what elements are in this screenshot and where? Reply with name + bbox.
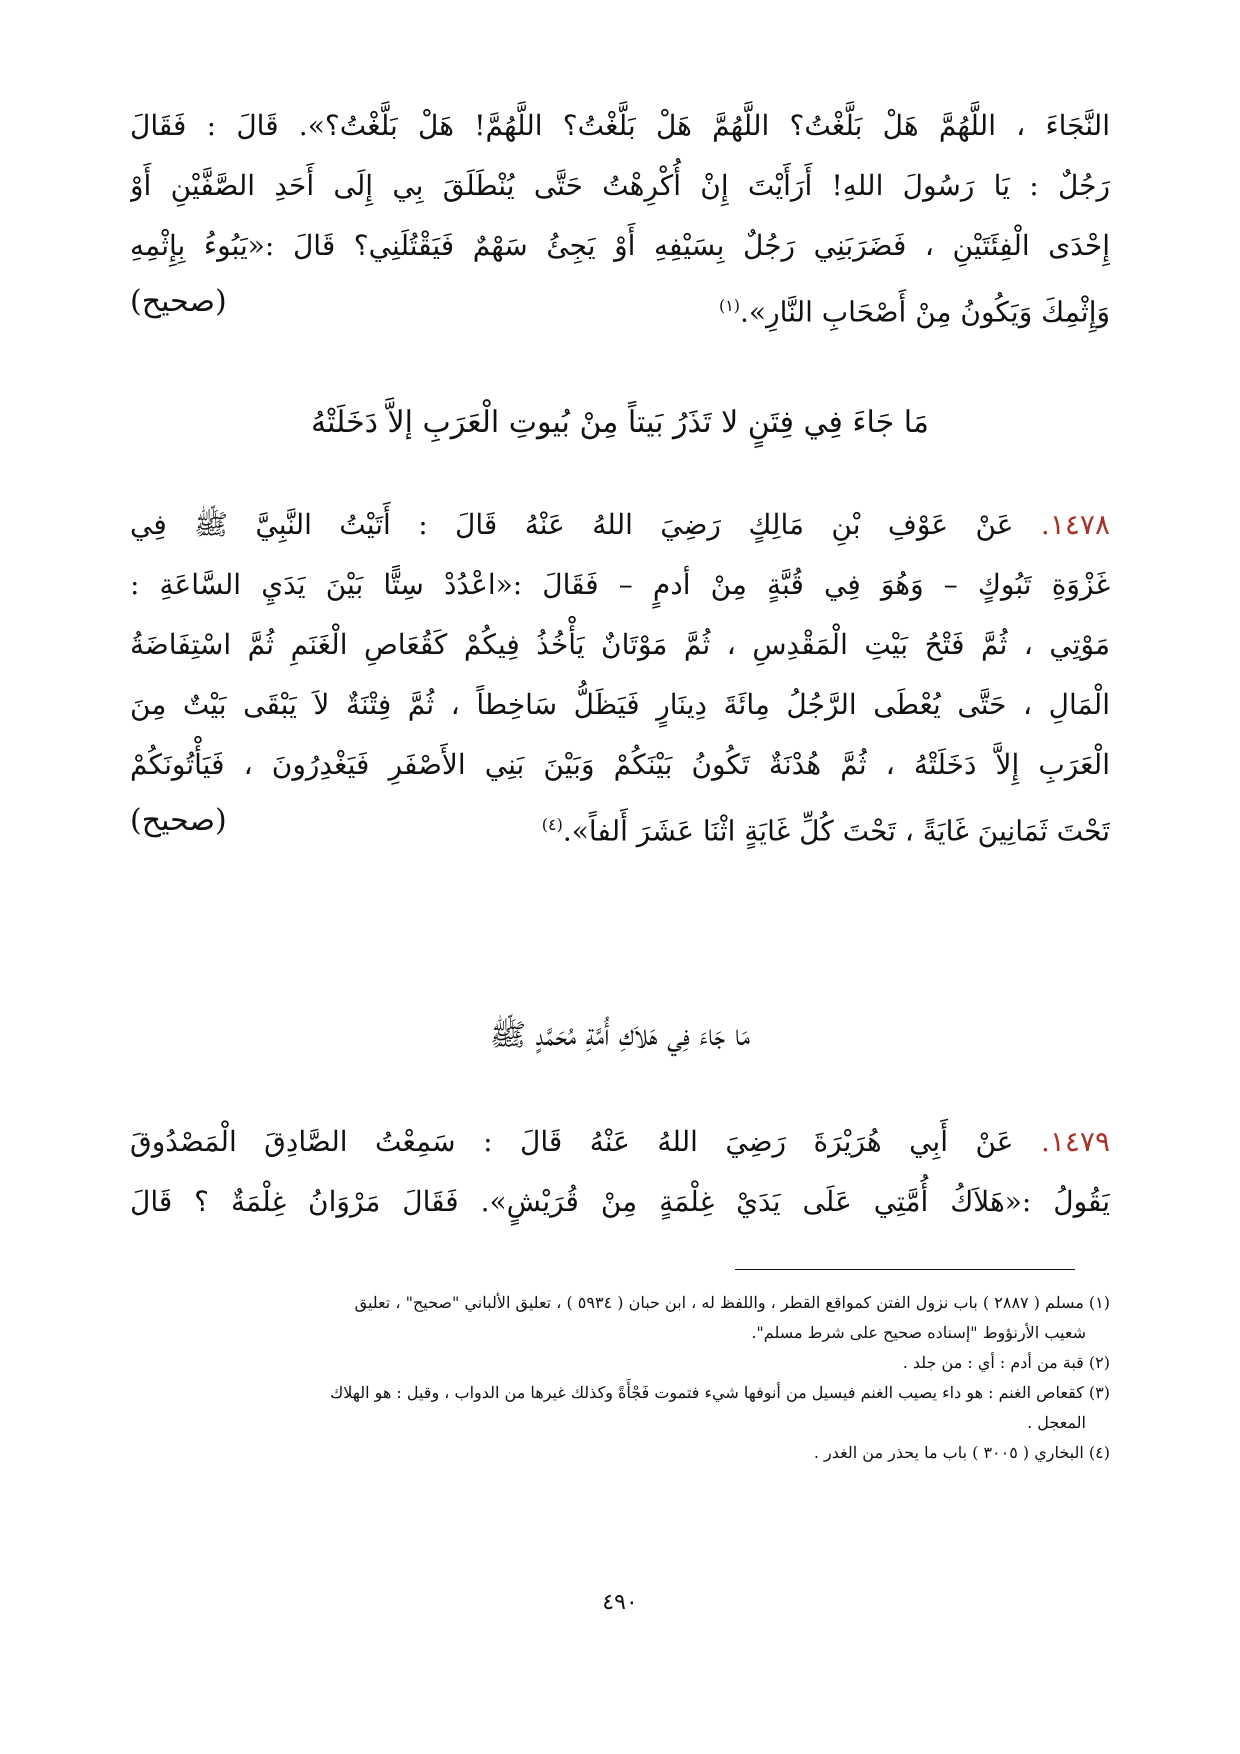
footnote-2: (٢) قبة من أدم : أي : من جلد .: [902, 1353, 1110, 1372]
hadith-1479: [130, 1112, 1110, 1232]
grade-label: (صحيح): [130, 284, 227, 319]
grade-label: (صحيح): [130, 803, 227, 838]
text-line: رَجُلٌ : يَا رَسُولَ اللهِ! أَرَأَيْتَ إِنْ أُكْرِهْتُ حَتَّى يُنْطَلَقَ بِي إِلَى أَحَدِ الصَّفَّيْنِ أَوْ: [130, 169, 1110, 202]
footnote-1-cont: شعيب الأرنؤوط "إسناده صحيح على شرط مسلم".: [751, 1323, 1086, 1342]
hadith-1478: [130, 495, 1110, 861]
footnote-4: (٤) البخاري ( ٣٠٠٥ ) باب ما يحذر من الغدر .: [813, 1443, 1110, 1462]
footnote-divider: [735, 1269, 1075, 1270]
text-line: النَّجَاءَ ، اللَّهُمَّ هَلْ بَلَّغْتُ؟ اللَّهُمَّ هَلْ بَلَّغْتُ؟ اللَّهُمَّ! هَلْ بَلَّغْتُ؟». قَالَ : فَقَالَ: [130, 109, 1110, 142]
text-line: الْعَرَبِ إِلاَّ دَخَلَتْهُ ، ثُمَّ هُدْنَةٌ تَكُونُ بَيْنَكُمْ وَبَيْنَ بَنِي الأَصْفَرِ فَيَغْدِرُونَ ، فَيَأْتُونَكُمْ: [130, 748, 1110, 781]
footnote-1: (١) مسلم ( ٢٨٨٧ ) باب نزول الفتن كمواقع القطر ، واللفظ له ، ابن حبان ( ٥٩٣٤ ) ، تعليق الألباني "صحيح" ، تعليق: [354, 1293, 1110, 1312]
text-line: [130, 1112, 1110, 1172]
section-heading: مَا جَاءَ فِي فِتَنٍ لا تَذَرُ بَيتاً مِنْ بُيوتِ الْعَرَبِ إلاَّ دَخَلَتْهُ: [311, 405, 929, 440]
text-line: الْمَالِ ، حَتَّى يُعْطَى الرَّجُلُ مِائَةَ دِينَارٍ فَيَظَلُّ سَاخِطاً ، ثُمَّ فِتْنَةٌ لاَ يَبْقَى بَيْتٌ مِنَ: [130, 688, 1110, 721]
footnote-ref: (١): [718, 296, 741, 315]
text-line: يَقُولُ :«هَلاَكُ أُمَّتِي عَلَى يَدَيْ غِلْمَةٍ مِنْ قُرَيْشٍ». فَقَالَ مَرْوَانُ غِلْمَةٌ ؟ قَالَ: [130, 1185, 1110, 1218]
text-line: إِحْدَى الْفِئَتَيْنِ ، فَضَرَبَنِي رَجُلٌ بِسَيْفِهِ أَوْ يَجِئُ سَهْمٌ فَيَقْتُلَنِي؟ قَالَ :«يَبُوءُ بِإِثْمِهِ: [130, 229, 1110, 262]
footnote-3: (٣) كقعاص الغنم : هو داء يصيب الغنم فيسيل من أنوفها شيء فتموت فَجْأَةً وكذلك غيرها من الدواب ، وقيل : هو الهلاك: [330, 1383, 1110, 1402]
text-line-content: وَإِثْمِكَ وَيَكُونُ مِنْ أَصْحَابِ النَّارِ».: [740, 295, 1110, 329]
hadith-number: ١٤٧٩.: [1040, 1125, 1110, 1158]
hadith-continuation: [130, 96, 1110, 342]
text-line-last: [130, 795, 1110, 861]
text-line: مَوْتِي ، ثُمَّ فَتْحُ بَيْتِ الْمَقْدِسِ ، ثُمَّ مَوْتَانٌ يَأْخُذُ فِيكُمْ كَقُعَاصِ الْغَنَمِ ثُمَّ اسْتِفَاضَةُ: [130, 628, 1110, 661]
text-line-content: عَنْ عَوْفِ بْنِ مَالِكٍ رَضِيَ اللهُ عَنْهُ قَالَ : أَتَيْتُ النَّبِيَّ ﷺ فِي: [130, 508, 1014, 541]
text-line: غَزْوَةِ تَبُوكٍ – وَهُوَ فِي قُبَّةٍ مِنْ أدمٍ – فَقَالَ :«اعْدُدْ سِتًّا بَيْنَ يَدَيِ السَّاعَةِ :: [130, 568, 1110, 601]
section-heading: مَا جَاءَ فِي هَلاَكِ أُمَّةِ مُحَمَّدٍ ﷺ: [489, 1018, 751, 1053]
footnote-3-cont: المعجل .: [1027, 1413, 1086, 1432]
page-number: ٤٩٠: [602, 1590, 638, 1615]
footnote-ref: (٤): [541, 815, 563, 834]
text-line-last: [130, 276, 1110, 342]
text-line-content: تَحْتَ ثَمَانِينَ غَايَةً ، تَحْتَ كُلِّ غَايَةٍ اثْنَا عَشَرَ أَلفاً».: [562, 814, 1110, 848]
text-line: [130, 495, 1110, 555]
hadith-number: ١٤٧٨.: [1040, 508, 1110, 541]
text-line-content: عَنْ أَبِي هُرَيْرَةَ رَضِيَ اللهُ عَنْهُ قَالَ : سَمِعْتُ الصَّادِقَ الْمَصْدُوقَ: [130, 1125, 1014, 1158]
footnotes: [130, 1288, 1110, 1468]
